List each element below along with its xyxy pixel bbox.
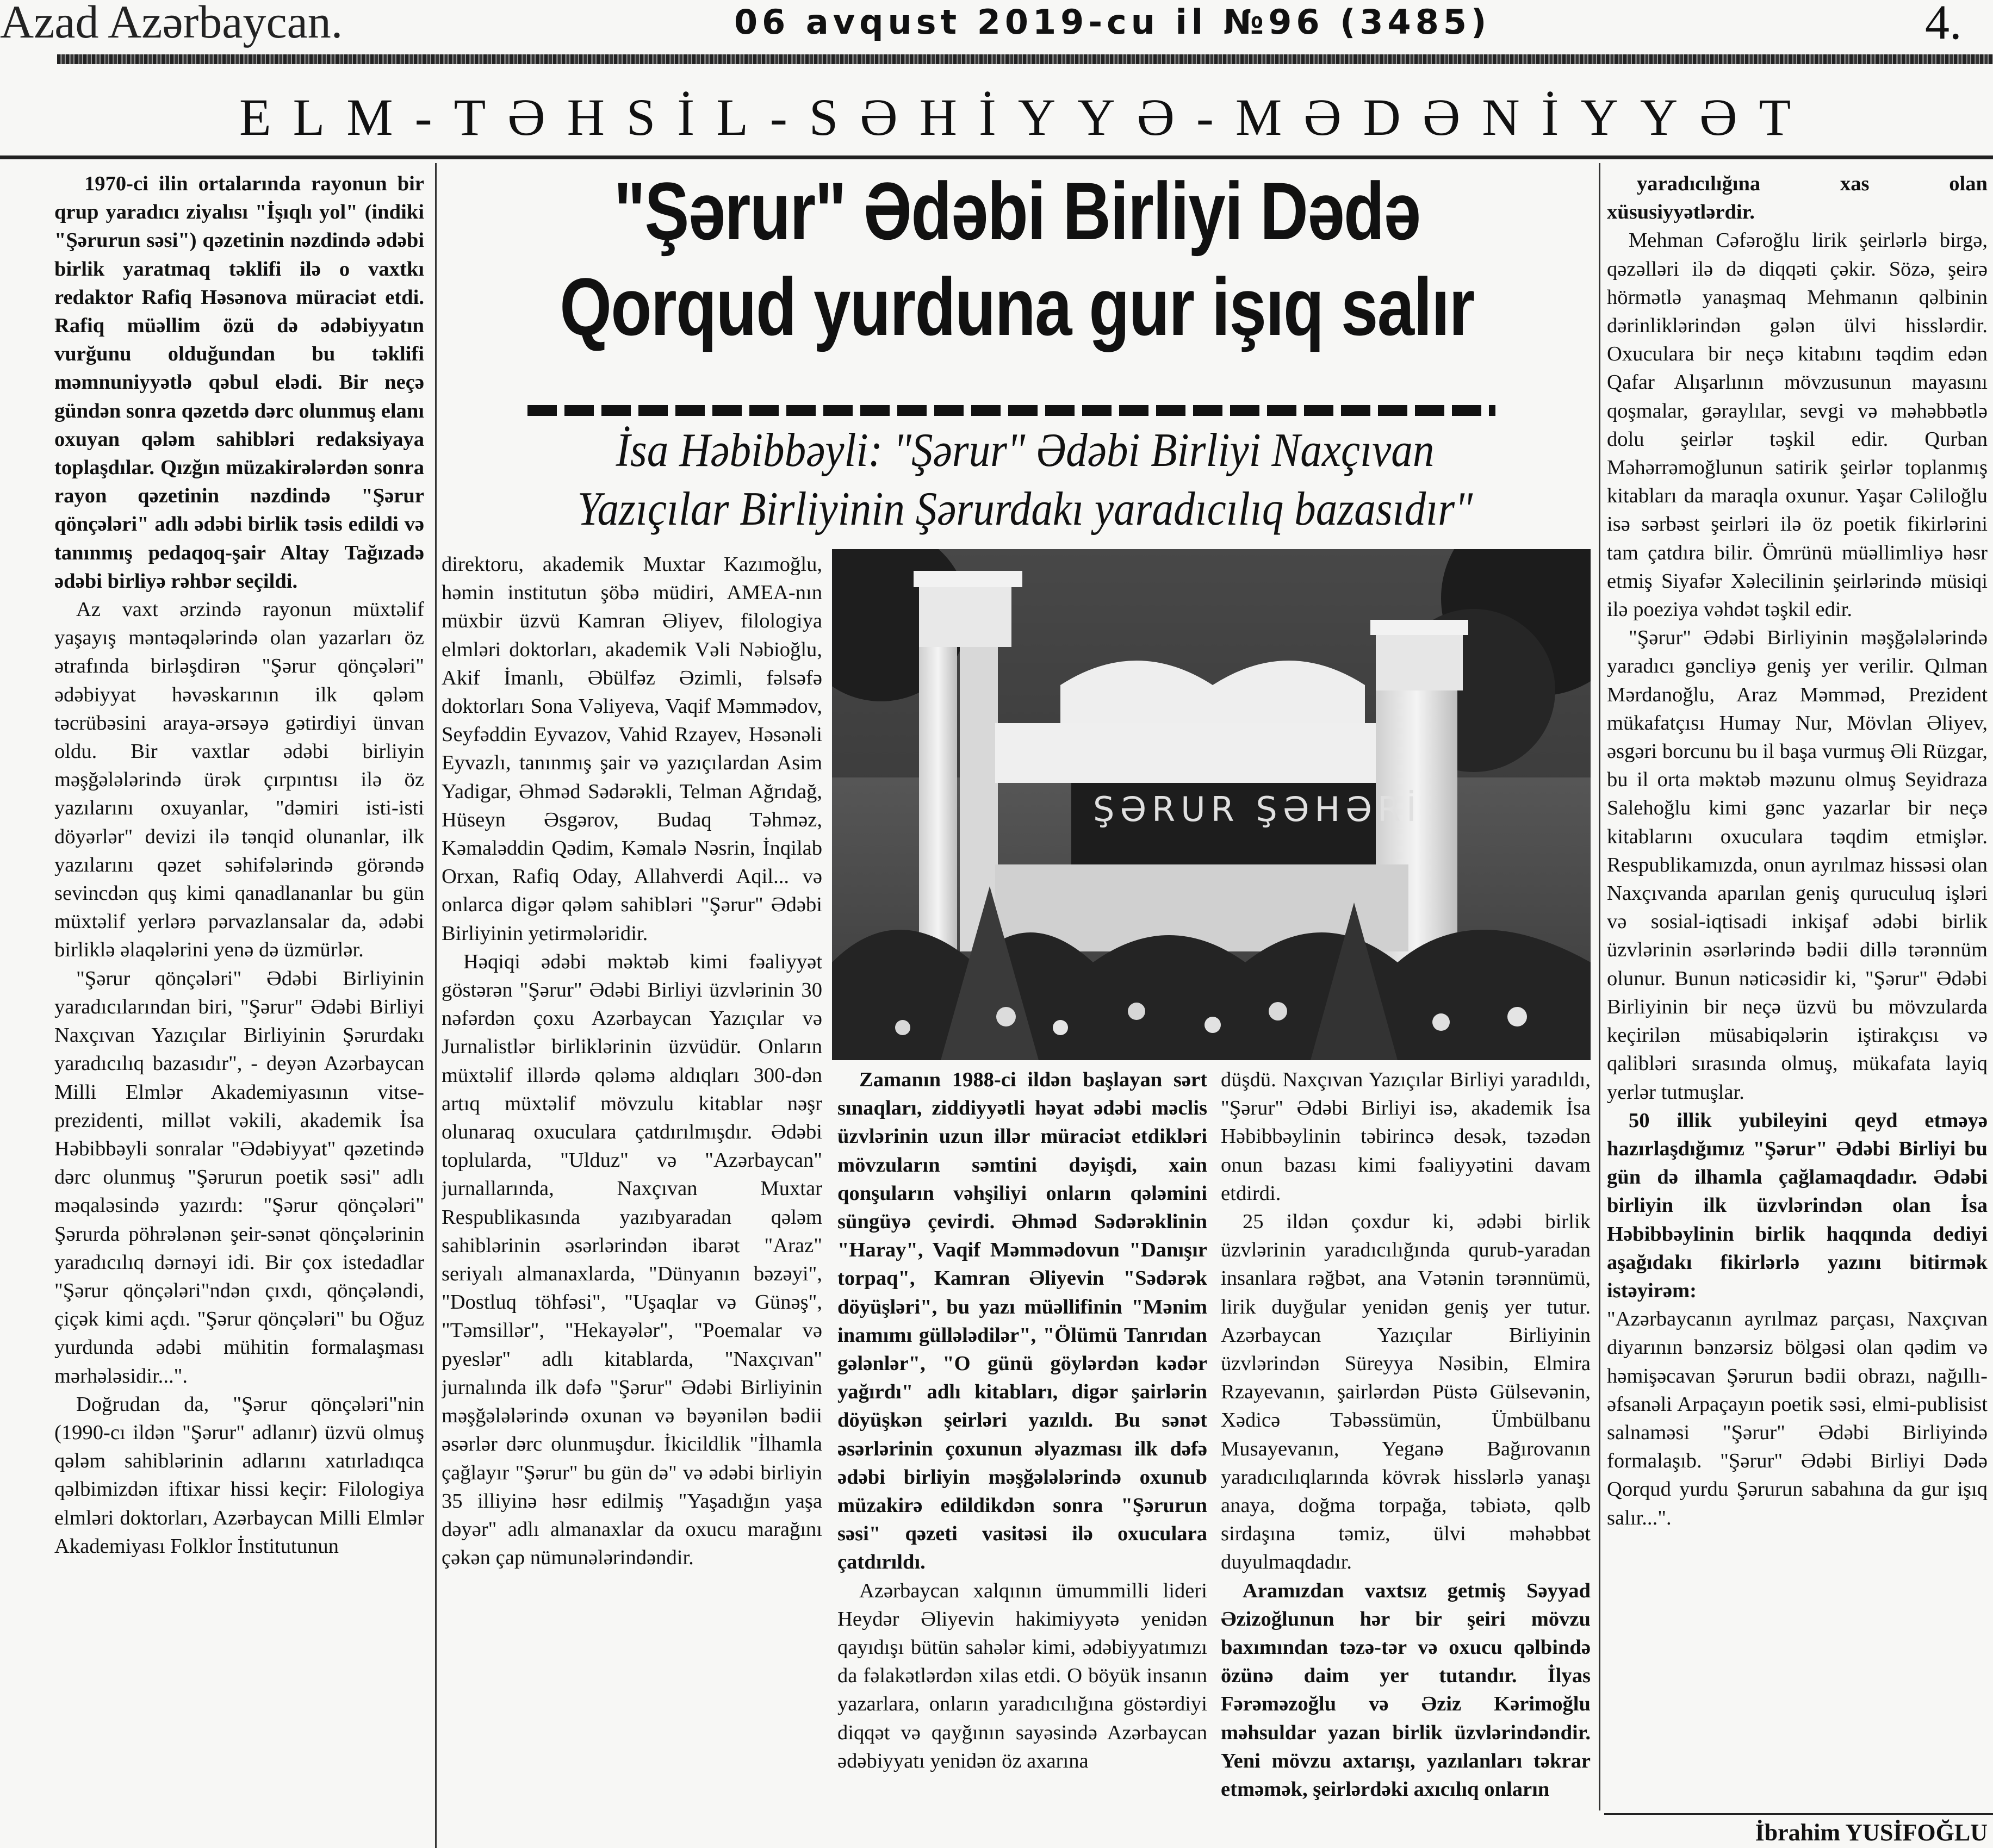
column-2 xyxy=(442,550,822,1845)
col5-paragraph-5: "Azərbaycanın ayrılmaz parçası, Naxçıvan diyarının bənzərsiz bölgəsi olan qədim və həmişəcavan Şərurun bədii obrazı, nağıllı-əfsanəli Arpaçayın poetik səsi, elmi-publisist salnaməsi "Şərur" Ədəbi Birliyində formalaşıb. "Şərur" Ədəbi Birliyi Dədə Qorqud yurdu Şərurun sabahına da gur işıq salır...". xyxy=(1607,1308,1988,1529)
article-photo xyxy=(832,549,1591,1060)
headline-line-1: "Şərur" Ədəbi Birliyi Dədə xyxy=(613,165,1420,257)
section-title: ELM-TƏHSİL-SƏHİYYƏ-MƏDƏNİYYƏT xyxy=(239,88,1813,146)
masthead-rule xyxy=(57,54,1993,64)
column-1 xyxy=(54,170,424,1845)
col4-paragraph-2: 25 ildən çoxdur ki, ədəbi birlik üzvlərinin yaradıcılığında qurub-yaradan insanlara rəğbət, ana Vətənin tərənnümü, lirik duyğular yenidən geniş yer tutur. Azərbaycan Yazıçılar Birliyinin üzvlərindən Süreyya Nəsibin, Elmira Rzayevanın, şairlərdən Püstə Gülsevənin, Xədicə Təbəssümün, Ümbülbanu Musayevanın, Yeganə Bağırovanın yaradıcılıqlarında kövrək hisslərlə yanaşı anaya, doğma torpağa, təbiətə, qəlb sirdaşına təmiz, ülvi məhəbbət duyulmaqdadır. xyxy=(1221,1210,1591,1574)
col2-paragraph-2: Həqiqi ədəbi məktəb kimi fəaliyyət göstərən "Şərur" Ədəbi Birliyi üzvlərinin 30 nəfərdən çoxu Azərbaycan Yazıçılar və Jurnalistlər birliklərinin üzvüdür. Onların müxtəlif illərdə qələmə aldıqları 300-dən artıq müxtəlif mövzulu kitablar nəşr olunaraq oxuculara çatdırılmışdır. Ədəbi toplularda, "Ulduz" və "Azərbaycan" jurnallarında, Naxçıvan Muxtar Respublikasında yazıbyaradan qələm sahiblərinin əsərlərindən ibarət "Araz" seriyalı almanaxlarda, "Dünyanın bəzəyi", "Dostluq töhfəsi", "Uşaqlar və Günəş", "Təmsillər", "Hekayələr", "Poemalar və pyeslər" adlı kitablarda, "Naxçıvan" jurnalında ilk dəfə "Şərur" Ədəbi Birliyinin məşğələlərində oxunan və bəyənilən bədii əsərlər dərc olunmuşdur. İkicildlik "İlhamla çağlayır "Şərur" bu gün də" və ədəbi birliyin 35 illiyinə həsr edilmiş "Yaşadığın yaşa dəyər" adlı almanaxlar da oxucu marağını çəkən çap nümunələrindəndir. xyxy=(442,950,822,1570)
column-4 xyxy=(1221,1066,1591,1845)
col2-paragraph-1: direktoru, akademik Muxtar Kazımoğlu, həmin institutun şöbə müdiri, AMEA-nın müxbir üzvü Kamran Əliyev, filologiya elmləri doktorları, akademik Vəli Nəbioğlu, Akif İmanlı, Əbülfəz Əzimli, fəlsəfə doktorları Sona Vəliyeva, Vaqif Məmmədov, Seyfəddin Eyvazov, Vahid Rzayev, Həsənəli Eyvazlı, tanınmış şair və yazıçılardan Asim Yadigar, Əhməd Sədərəkli, Telman Ağrıdağ, Hüseyn Əsgərov, Budaq Təhməz, Kəmaləddin Qədim, Kəmalə Nəsrin, İnqilab Orxan, Rafiq Oday, Allahverdi Aqil... və onlarca digər qələm sahibləri "Şərur" Ədəbi Birliyinin yetirmələridir. xyxy=(442,553,822,945)
col5-paragraph-4: 50 illik yubileyini qeyd etməyə hazırlaşdığımız "Şərur" Ədəbi Birliyi bu gün də ilhamla çağlamaqdadır. Ədəbi birliyin ilk üzvlərindən olan İsa Həbibbəylinin birlik haqqında dediyi aşağıdakı fikirlərlə yazını bitirmək istəyirəm: xyxy=(1607,1109,1988,1302)
col1-paragraph-2: Az vaxt ərzində rayonun müxtəlif yaşayış məntəqələrində olan yazarları öz ətrafında birləşdirən "Şərur qönçələri" ədəbiyyat həvəskarının ilk qələm təcrübəsini araya-ərsəyə gətirdiyi ünvan oldu. Bir vaxtlar ədəbi birliyin məşğələlərində ürək çırpıntısı ilə öz yazılarını oxuyanlar, "dəmiri isti-isti döyərlər" devizi ilə tənqid olunanlar, ilk yazılarını qəzet səhifələrində görəndə sevincdən quş kimi qanadlananlar bu gün müxtəlif yerlərə pərvazlansalar da, ədəbi birliklə əlaqələrini yenə də üzmürlər. xyxy=(54,598,424,962)
subhead-line-1: İsa Həbibbəyli: "Şərur" Ədəbi Birliyi Naxçıvan xyxy=(616,424,1435,477)
column-3 xyxy=(837,1066,1207,1845)
col1-paragraph-1: 1970-ci ilin ortalarında rayonun bir qrup yaradıcı ziyalısı "İşıqlı yol" (indiki "Şərurun səsi") qəzetinin nəzdində ədəbi birlik yaratmaq təklifi ilə o vaxtkı redaktor Rafiq Həsənova müraciət etdi. Rafiq müəllim özü də ədəbiyyatın vurğunu olduğundan bu təklifi məmnuniyyətlə qəbul elədi. Bir neçə gündən sonra qəzetdə dərc olunmuş elanı oxuyan qələm sahibləri redaksiyaya toplaşdılar. Qızğın müzakirələrdən sonra rayon qəzetinin nəzdində "Şərur qönçələri" adlı ədəbi birlik təsis edildi və tanınmış pedaqoq-şair Altay Tağızadə ədəbi birliyə rəhbər seçildi. xyxy=(54,172,424,593)
col5-paragraph-3: "Şərur" Ədəbi Birliyinin məşğələlərində yaradıcı gəncliyə geniş yer verilir. Qılman Mərdanoğlu, Araz Məmməd, Prezident mükafatçısı Humay Nur, Mövlan Əliyev, əsgəri borcunu bu il başa vurmuş Əli Rüzgar, bu il orta məktəb məzunu olmuş Seyidraza Salehoğlu kimi gənc yazarlar bir neçə kitablarını oxuculara təqdim etmişlər. Respublikamızda, onun ayrılmaz hissəsi olan Naxçıvanda aparılan geniş quruculuq işləri və sosial-iqtisadi inkişaf ədəbi birlik üzvlərinin əsərlərində bədii dillə tərənnüm olunur. Bunun nəticəsidir ki, "Şərur" Ədəbi Birliyinin bir neçə üzvü bu mövzularda keçirilən müsabiqələrin iştirakçısı və qalibləri sırasında olmuş, mükafata layiq yerlər tutmuşlar. xyxy=(1607,626,1988,1104)
author-byline: İbrahim YUSİFOĞLU xyxy=(1755,1819,1988,1846)
headline-line-2: Qorqud yurduna gur işıq salır xyxy=(560,261,1474,352)
col3-paragraph-1: Zamanın 1988-ci ildən başlayan sərt sınaqları, ziddiyyətli həyat ədəbi məclis üzvlərinin uzun illər müraciət etdikləri mövzuların səmtini dəyişdi, xain qonşuların vəhşiliyi onların qələmini süngüyə çevirdi. Əhməd Sədərəklinin "Haray", Vaqif Məmmədovun "Danışır torpaq", Kamran Əliyevin "Sədərək döyüşləri", bu yazı müəllifinin "Mənim inamımı güllələdilər", "Ölümü Tanrıdan gələnlər", "O günü göylərdən kədər yağırdı" adlı kitabları, digər şairlərin döyüşkən şeirləri yazıldı. Bu sənət əsərlərinin çoxunun əlyazması ilk dəfə ədəbi birliyin məşğələlərində oxunub müzakirə edildikdən sonra "Şərurun səsi" qəzeti vasitəsi ilə oxuculara çatdırıldı. xyxy=(837,1068,1207,1574)
subhead-line-2: Yazıçılar Birliyinin Şərurdakı yaradıcılıq bazasıdır" xyxy=(577,483,1473,536)
col4-paragraph-3: Aramızdan vaxtsız getmiş Səyyad Əzizoğlunun hər bir şeiri mövzu baxımından təzə-tər və oxucu qəlbində özünə daim yer tutandır. İlyas Fərəməzoğlu və Əziz Kərimoğlu məhsuldar yazan birlik üzvlərindəndir. Yeni mövzu axtarışı, yazılanları təkrar etməmək, şeirlərdəki axıcılıq onların xyxy=(1221,1579,1591,1801)
city-sign-photo xyxy=(832,549,1591,1060)
col1-paragraph-4: Doğrudan da, "Şərur qönçələri"nin (1990-cı ildən "Şərur" adlanır) üzvü olmuş qələm sahiblərinin adlarını xatırladıqca qəlbimizdən iftixar hissi keçir: Filologiya elmləri doktorları, Azərbaycan Milli Elmlər Akademiyası Folklor İnstitutunun xyxy=(54,1392,424,1558)
page-number: 4. xyxy=(1925,0,1962,49)
col5-paragraph-1: yaradıcılığına xas olan xüsusiyyətlərdir. xyxy=(1607,172,1988,224)
col3-paragraph-2: Azərbaycan xalqının ümummilli lideri Heydər Əliyevin hakimiyyətə yenidən qayıdışı bütün sahələr kimi, ədəbiyyatımızı da fəlakətlərdən xilas etdi. O böyük insanın yazarlara, onların yaradıcılığına göstərdiyi diqqət və qayğının sayəsində Azərbaycan ədəbiyyatı yenidən öz axarına xyxy=(837,1579,1207,1772)
column-5 xyxy=(1607,170,1988,1812)
photo-sign-text: ŞƏRUR ŞƏHƏRİ xyxy=(1093,789,1422,829)
section-rule xyxy=(0,155,1993,159)
column-rule-5 xyxy=(1599,163,1600,1810)
article-subheadline xyxy=(509,421,1542,539)
issue-date: 06 avqust 2019-cu il №96 (3485) xyxy=(734,2,1491,42)
newspaper-name: Azad Azərbaycan. xyxy=(0,0,343,48)
article-headline xyxy=(553,163,1481,354)
col4-paragraph-1: düşdü. Naxçıvan Yazıçılar Birliyi yaradıldı, "Şərur" Ədəbi Birliyi isə, akademik İsa Həbibbəylinin təbirincə desək, təzədən onun bazası kimi fəaliyyətini davam etdirdi. xyxy=(1221,1068,1591,1205)
dashed-divider xyxy=(527,405,1495,416)
byline-rule xyxy=(1604,1813,1993,1815)
col5-paragraph-2: Mehman Cəfəroğlu lirik şeirlərlə birgə, qəzəlləri ilə də diqqəti çəkir. Sözə, şeirə hörmətlə yanaşmaq Mehmanın qəlbinin dərinliklərindən gələn ülvi hisslərdir. Oxuculara bir neçə kitabını təqdim edən Qafar Alışarlının mövzusunun mayasını qoşmalar, gəraylılar, sevgi və məhəbbətlə dolu şeirlər təşkil edir. Qurban Məhərrəmoğlunun satirik şeirlər toplanmış kitabları da maraqla oxunur. Yaşar Cəliloğlu isə sərbəst şeirləri ilə öz poetik fikirlərini tam çatdıra bilir. Ömrünü müəllimliyə həsr etmiş Siyafər Xəlecilinin şeirlərində müsiqi ilə poeziya vəhdət təşkil edir. xyxy=(1607,229,1988,621)
col1-paragraph-3: "Şərur qönçələri" Ədəbi Birliyinin yaradıcılarından biri, "Şərur" Ədəbi Birliyi Naxçıvan Yazıçılar Birliyinin Şərurdakı yaradıcılıq bazasıdır", - deyən Azərbaycan Milli Elmlər Akademiyasının vitse-prezidenti, millət vəkili, akademik İsa Həbibbəyli sonralar "Ədəbiyyat" qəzetində dərc olunmuş "Şərurun poetik səsi" adlı məqaləsində yazırdı: "Şərur qönçələri" Şərurda pöhrələnən şeir-sənət qönçələrinin yaradıcılıq dərnəyi idi. Bir çox istedadlar "Şərur qönçələri"ndən çıxdı, qönçələndi, çiçək kimi açdı. "Şərur qönçələri" bu Oğuz yurdunda ədəbi mühitin formalaşması mərhələsidir...". xyxy=(54,967,424,1387)
column-rule-1 xyxy=(435,163,437,1848)
